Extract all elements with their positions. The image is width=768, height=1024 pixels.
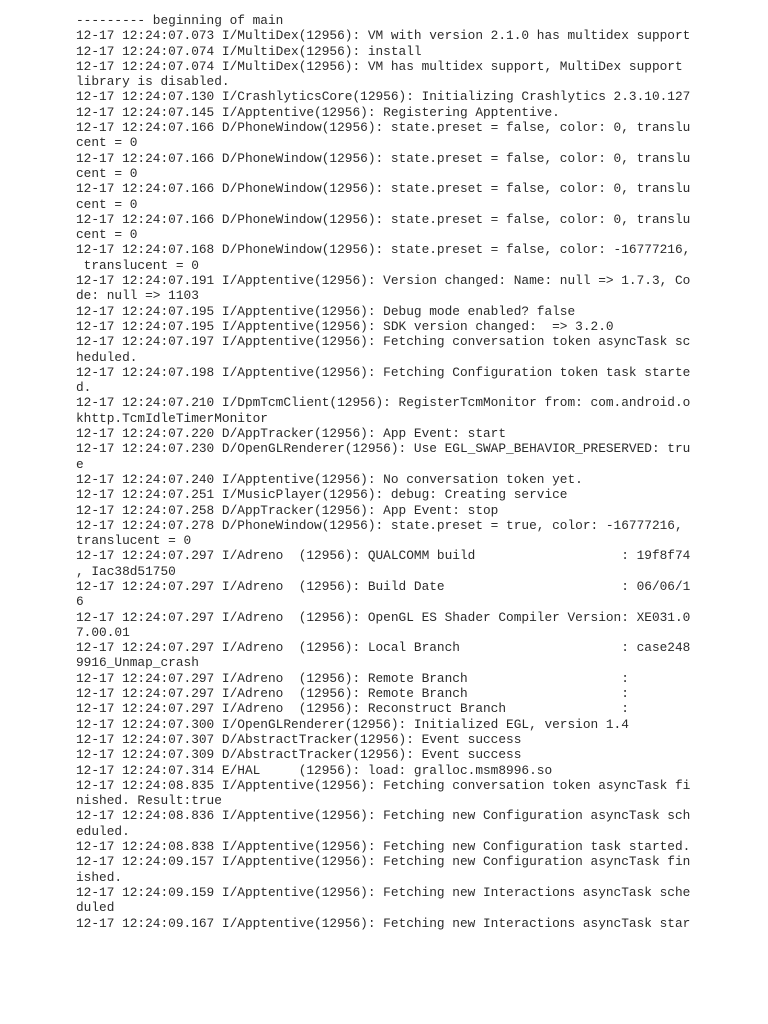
- log-line: 12-17 12:24:09.167 I/Apptentive(12956): Fetching new Interactions asyncTask star: [76, 915, 691, 931]
- log-line: 12-17 12:24:07.314 E/HAL (12956): load: gralloc.msm8996.so: [76, 762, 553, 778]
- log-line: 12-17 12:24:07.074 I/MultiDex(12956): VM has multidex support, MultiDex support: [76, 58, 683, 74]
- log-line: 12-17 12:24:07.297 I/Adreno (12956): Remote Branch :: [76, 670, 629, 686]
- log-line: cent = 0: [76, 196, 138, 212]
- log-line: 12-17 12:24:07.195 I/Apptentive(12956): Debug mode enabled? false: [76, 303, 576, 319]
- log-line: 12-17 12:24:07.251 I/MusicPlayer(12956): debug: Creating service: [76, 487, 568, 503]
- log-line: cent = 0: [76, 165, 138, 181]
- log-line: 12-17 12:24:09.157 I/Apptentive(12956): Fetching new Configuration asyncTask fin: [76, 854, 691, 870]
- log-line: translucent = 0: [76, 257, 199, 273]
- log-line: 7.00.01: [76, 624, 130, 640]
- log-line: 12-17 12:24:08.835 I/Apptentive(12956): Fetching conversation token asyncTask fi: [76, 777, 691, 793]
- log-output: [76, 13, 690, 931]
- log-line: 12-17 12:24:08.838 I/Apptentive(12956): Fetching new Configuration task started.: [76, 839, 691, 855]
- log-line: 12-17 12:24:07.195 I/Apptentive(12956): SDK version changed: => 3.2.0: [76, 318, 614, 334]
- log-line: 12-17 12:24:07.297 I/Adreno (12956): QUALCOMM build : 19f8f74: [76, 548, 691, 564]
- log-line: 12-17 12:24:07.168 D/PhoneWindow(12956): state.preset = false, color: -16777216,: [76, 242, 691, 258]
- log-line: 12-17 12:24:07.309 D/AbstractTracker(12956): Event success: [76, 747, 522, 763]
- log-line: 12-17 12:24:07.240 I/Apptentive(12956): No conversation token yet.: [76, 471, 583, 487]
- log-line: 12-17 12:24:07.166 D/PhoneWindow(12956): state.preset = false, color: 0, translu: [76, 211, 691, 227]
- log-line: ished.: [76, 869, 123, 885]
- log-line: 12-17 12:24:09.159 I/Apptentive(12956): Fetching new Interactions asyncTask sche: [76, 884, 691, 900]
- log-line: e: [76, 456, 84, 472]
- log-line: --------- beginning of main: [76, 13, 284, 28]
- log-line: cent = 0: [76, 135, 138, 151]
- log-line: 12-17 12:24:07.307 D/AbstractTracker(12956): Event success: [76, 731, 522, 747]
- log-line: 12-17 12:24:07.300 I/OpenGLRenderer(12956): Initialized EGL, version 1.4: [76, 716, 629, 732]
- log-line: 12-17 12:24:07.145 I/Apptentive(12956): Registering Apptentive.: [76, 104, 560, 120]
- log-line: eduled.: [76, 823, 130, 839]
- log-line: d.: [76, 380, 92, 396]
- log-line: 12-17 12:24:07.191 I/Apptentive(12956): Version changed: Name: null => 1.7.3, Co: [76, 273, 691, 289]
- log-line: 12-17 12:24:07.210 I/DpmTcmClient(12956): RegisterTcmMonitor from: com.android.o: [76, 395, 691, 411]
- log-line: cent = 0: [76, 227, 138, 243]
- log-line: 12-17 12:24:07.297 I/Adreno (12956): Reconstruct Branch :: [76, 701, 629, 717]
- log-line: de: null => 1103: [76, 288, 199, 304]
- log-line: 12-17 12:24:07.297 I/Adreno (12956): Remote Branch :: [76, 686, 629, 702]
- log-line: 12-17 12:24:07.130 I/CrashlyticsCore(12956): Initializing Crashlytics 2.3.10.127: [76, 89, 691, 105]
- log-line: 12-17 12:24:07.197 I/Apptentive(12956): Fetching conversation token asyncTask sc: [76, 334, 691, 350]
- log-line: translucent = 0: [76, 533, 192, 549]
- log-line: 12-17 12:24:07.297 I/Adreno (12956): Local Branch : case248: [76, 640, 691, 656]
- log-line: 12-17 12:24:07.166 D/PhoneWindow(12956): state.preset = false, color: 0, translu: [76, 150, 691, 166]
- log-line: nished. Result:true: [76, 793, 222, 809]
- log-line: 12-17 12:24:07.166 D/PhoneWindow(12956): state.preset = false, color: 0, translu: [76, 181, 691, 197]
- log-line: 12-17 12:24:07.297 I/Adreno (12956): OpenGL ES Shader Compiler Version: XE031.0: [76, 609, 691, 625]
- log-line: 12-17 12:24:07.230 D/OpenGLRenderer(12956): Use EGL_SWAP_BEHAVIOR_PRESERVED: tru: [76, 441, 691, 457]
- log-line: 6: [76, 594, 84, 610]
- log-line: 12-17 12:24:07.198 I/Apptentive(12956): Fetching Configuration token task starte: [76, 364, 691, 380]
- log-line: 12-17 12:24:07.278 D/PhoneWindow(12956): state.preset = true, color: -16777216,: [76, 517, 683, 533]
- log-line: duled: [76, 900, 115, 916]
- log-line: 12-17 12:24:07.166 D/PhoneWindow(12956): state.preset = false, color: 0, translu: [76, 120, 691, 136]
- log-line: , Iac38d51750: [76, 563, 176, 579]
- log-line: 12-17 12:24:07.258 D/AppTracker(12956): App Event: stop: [76, 502, 499, 518]
- log-line: 12-17 12:24:07.074 I/MultiDex(12956): install: [76, 43, 422, 59]
- log-line: 9916_Unmap_crash: [76, 655, 199, 671]
- log-line: khttp.TcmIdleTimerMonitor: [76, 410, 268, 426]
- log-line: 12-17 12:24:07.073 I/MultiDex(12956): VM with version 2.1.0 has multidex support: [76, 28, 691, 44]
- log-line: heduled.: [76, 349, 138, 365]
- log-line: library is disabled.: [76, 74, 230, 90]
- log-line: 12-17 12:24:08.836 I/Apptentive(12956): Fetching new Configuration asyncTask sch: [76, 808, 691, 824]
- log-line: 12-17 12:24:07.220 D/AppTracker(12956): App Event: start: [76, 426, 507, 442]
- log-line: 12-17 12:24:07.297 I/Adreno (12956): Build Date : 06/06/1: [76, 578, 691, 594]
